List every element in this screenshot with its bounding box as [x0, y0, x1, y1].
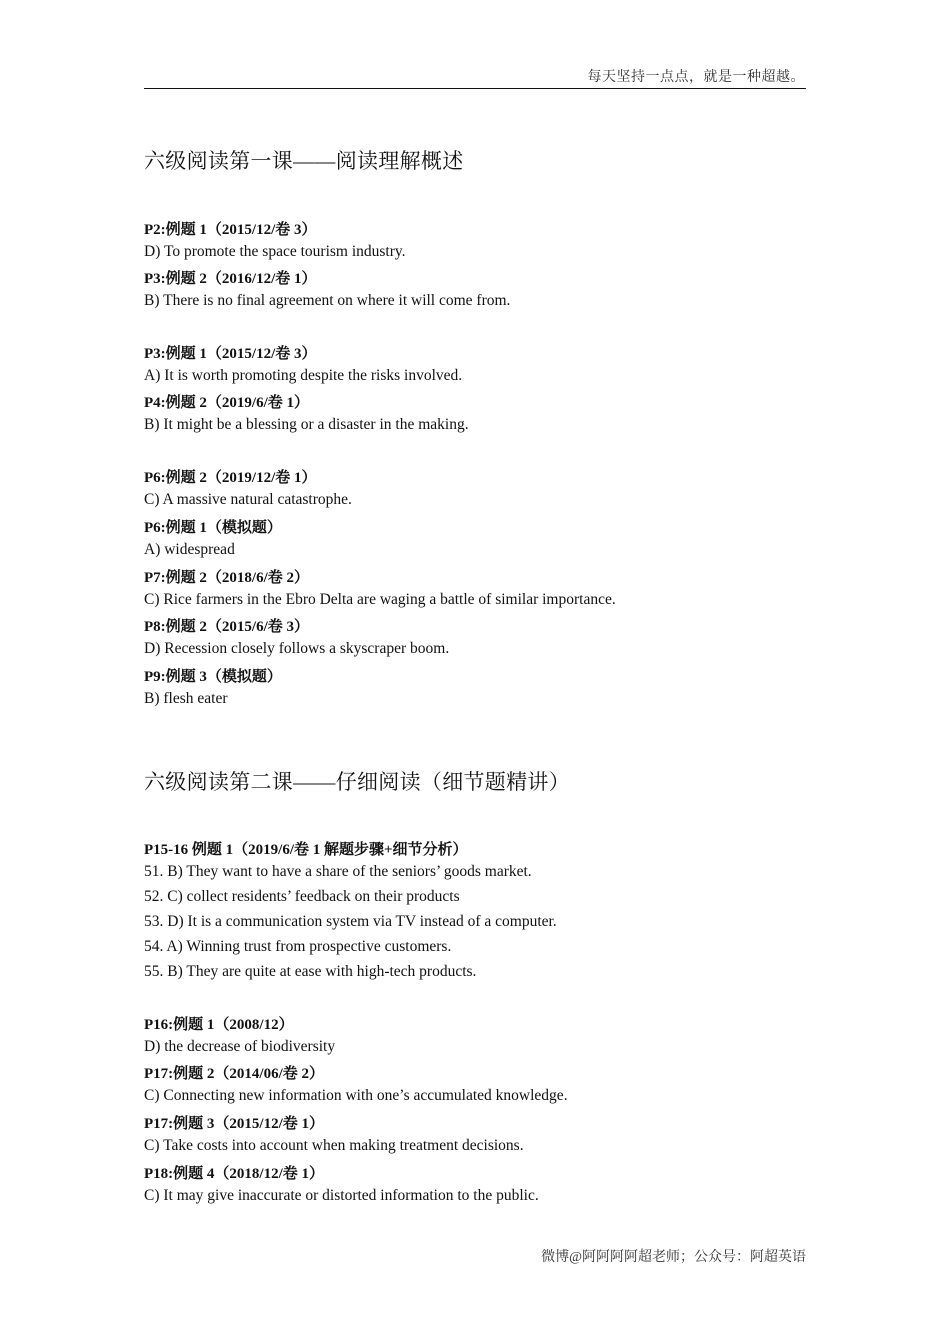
answer-text: D) To promote the space tourism industry. [144, 243, 406, 260]
answer-text: B) flesh eater [144, 690, 228, 707]
numbered-answer: 55. B) They are quite at ease with high-tech products. [144, 963, 477, 980]
answer-text: C) A massive natural catastrophe. [144, 491, 352, 508]
question-label: P6:例题 2（2019/12/卷 1） [144, 470, 317, 486]
section-title-lesson-2: 六级阅读第二课——仔细阅读（细节题精讲） [144, 770, 570, 794]
numbered-answer: 51. B) They want to have a share of the seniors’ goods market. [144, 863, 532, 880]
answer-text: C) Rice farmers in the Ebro Delta are waging a battle of similar importance. [144, 591, 616, 608]
question-label: P17:例题 3（2015/12/卷 1） [144, 1116, 324, 1132]
header-slogan: 每天坚持一点点，就是一种超越。 [587, 70, 805, 85]
question-label: P17:例题 2（2014/06/卷 2） [144, 1066, 324, 1082]
answer-text: A) widespread [144, 541, 235, 558]
numbered-answer: 53. D) It is a communication system via TV instead of a computer. [144, 913, 557, 930]
answer-text: C) It may give inaccurate or distorted information to the public. [144, 1187, 539, 1204]
answer-text: B) It might be a blessing or a disaster in the making. [144, 416, 469, 433]
question-label: P8:例题 2（2015/6/卷 3） [144, 619, 309, 635]
answer-text: A) It is worth promoting despite the risks involved. [144, 367, 463, 384]
question-label: P9:例题 3（模拟题） [144, 669, 282, 685]
answer-text: D) the decrease of biodiversity [144, 1038, 336, 1055]
question-group-label: P15-16 例题 1（2019/6/卷 1 解题步骤+细节分析） [144, 842, 468, 858]
answer-text: C) Connecting new information with one’s accumulated knowledge. [144, 1087, 568, 1104]
question-label: P7:例题 2（2018/6/卷 2） [144, 570, 309, 586]
answer-text: C) Take costs into account when making treatment decisions. [144, 1137, 524, 1154]
answer-text: B) There is no final agreement on where it will come from. [144, 292, 511, 309]
question-label: P16:例题 1（2008/12） [144, 1017, 294, 1033]
section-title-lesson-1: 六级阅读第一课——阅读理解概述 [144, 149, 464, 173]
numbered-answer: 52. C) collect residents’ feedback on their products [144, 888, 460, 905]
question-label: P2:例题 1（2015/12/卷 3） [144, 222, 317, 238]
answer-text: D) Recession closely follows a skyscraper boom. [144, 640, 450, 657]
header-divider [144, 88, 806, 89]
numbered-answer: 54. A) Winning trust from prospective customers. [144, 938, 452, 955]
question-label: P3:例题 2（2016/12/卷 1） [144, 271, 317, 287]
question-label: P6:例题 1（模拟题） [144, 520, 282, 536]
question-label: P3:例题 1（2015/12/卷 3） [144, 346, 317, 362]
question-label: P4:例题 2（2019/6/卷 1） [144, 395, 309, 411]
question-label: P18:例题 4（2018/12/卷 1） [144, 1166, 324, 1182]
footer-credit: 微博@阿阿阿阿超老师；公众号：阿超英语 [541, 1250, 806, 1265]
